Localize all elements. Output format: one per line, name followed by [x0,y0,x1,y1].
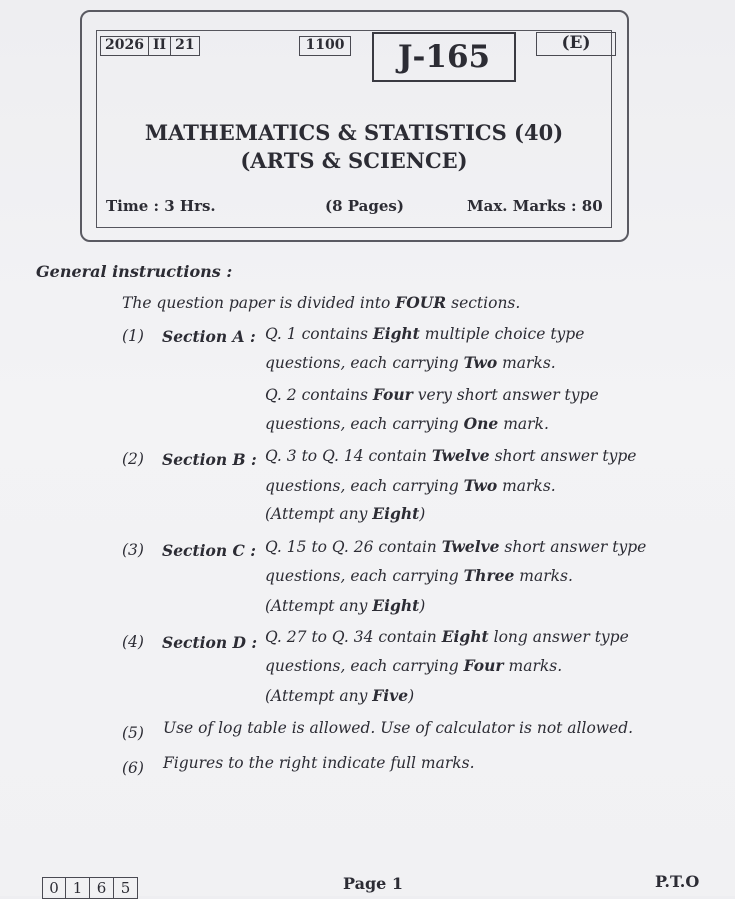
section-c-line: Q. 15 to Q. 26 contain Twelve short answer type [265,537,647,556]
intro-bold: FOUR [395,293,447,312]
center-code: 1100 [299,36,351,56]
page-number: Page 1 [343,874,404,893]
section-a-line: questions, each carrying One mark. [265,414,549,433]
section-a-line: Q. 2 contains Four very short answer type [265,385,599,404]
footer-code-digit: 0 [42,877,66,899]
item-number: (2) [122,450,144,468]
instructions-heading: General instructions : [36,262,233,281]
section-c-label: Section C : [162,541,256,560]
item-number: (6) [122,759,144,777]
instruction-log-table: Use of log table is allowed. Use of calculator is not allowed. [163,719,634,737]
section-a-label: Section A : [162,327,256,346]
section-c-line: (Attempt any Eight) [265,596,426,615]
item-number: (1) [122,327,144,345]
exam-code-number: 21 [171,36,199,56]
pages-label: (8 Pages) [325,197,404,215]
section-a-line: questions, each carrying Two marks. [265,353,556,372]
paper-code: J-165 [372,32,516,82]
intro-text-end: sections. [446,294,521,312]
item-number: (3) [122,541,144,559]
section-d-line: questions, each carrying Four marks. [265,656,563,675]
intro-text: The question paper is divided into [122,294,396,312]
pto-label: P.T.O [655,872,700,891]
section-a-line: Q. 1 contains Eight multiple choice type [265,324,585,343]
item-number: (4) [122,633,144,651]
time-label: Time : 3 Hrs. [106,197,216,215]
section-d-line: Q. 27 to Q. 34 contain Eight long answer type [265,627,629,646]
instruction-full-marks: Figures to the right indicate full marks. [163,754,475,772]
footer-code-digit: 5 [114,877,138,899]
footer-code-digit: 1 [66,877,90,899]
exam-code-box [100,36,200,56]
section-b-line: questions, each carrying Two marks. [265,476,556,495]
item-number: (5) [122,724,144,742]
footer-code-digit: 6 [90,877,114,899]
subject-title: MATHEMATICS & STATISTICS (40) [144,120,564,145]
section-b-line: Q. 3 to Q. 14 contain Twelve short answer type [265,446,637,465]
section-d-line: (Attempt any Five) [265,686,415,705]
section-d-label: Section D : [162,633,258,652]
center-code-box [299,36,351,56]
language-code: (E) [536,32,616,56]
exam-code-year: 2026 [100,36,149,56]
section-c-line: questions, each carrying Three marks. [265,566,573,585]
subject-subtitle: (ARTS & SCIENCE) [240,148,468,173]
exam-code-term: II [149,36,171,56]
section-b-label: Section B : [162,450,257,469]
instructions-intro [122,293,520,312]
section-b-line: (Attempt any Eight) [265,504,426,523]
max-marks-label: Max. Marks : 80 [467,197,603,215]
